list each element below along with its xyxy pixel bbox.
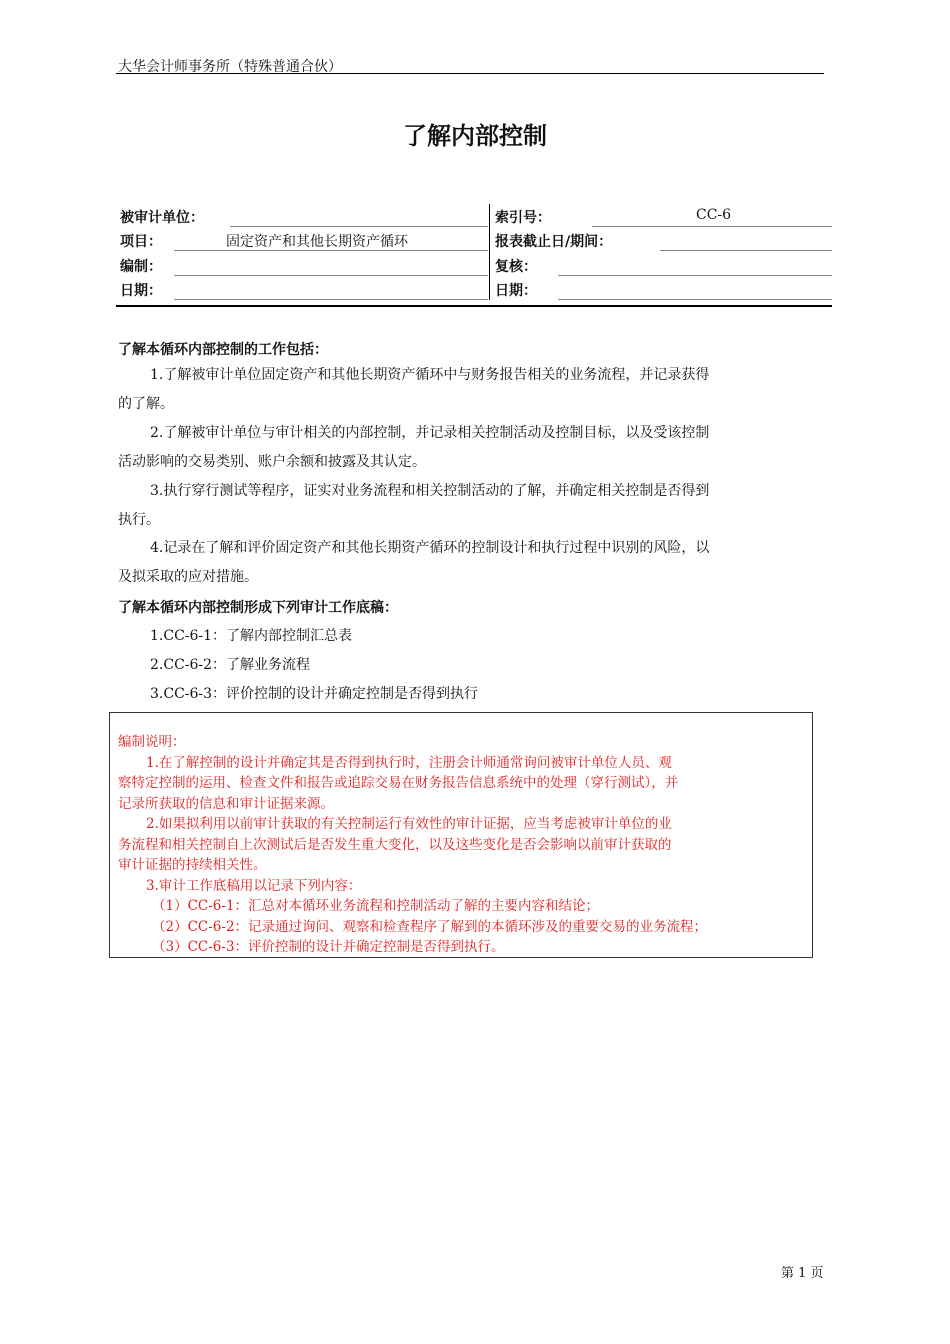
auditee-label: 被审计单位： xyxy=(120,210,204,226)
review-label: 复核： xyxy=(495,259,537,275)
index-value: CC-6 xyxy=(696,207,732,223)
note-2-line3: 审计证据的持续相关性。 xyxy=(118,857,267,873)
paragraph-1-line2: 的了解。 xyxy=(118,396,174,412)
workpaper-item: 3.CC-6-3：评价控制的设计并确定控制是否得到执行 xyxy=(150,686,479,702)
paragraph-1-line1: 1.了解被审计单位固定资产和其他长期资产循环中与财务报告相关的业务流程，并记录获得 xyxy=(150,367,710,383)
workpaper-item: 2.CC-6-2：了解业务流程 xyxy=(150,657,311,673)
project-value: 固定资产和其他长期资产循环 xyxy=(226,234,408,250)
info-column-divider xyxy=(489,204,490,300)
note-2-line2: 务流程和相关控制自上次测试后是否发生重大变化，以及这些变化是否会影响以前审计获取的 xyxy=(118,836,672,853)
date-underline-left xyxy=(174,299,488,300)
date-label-right: 日期： xyxy=(495,283,537,299)
note-2-line1: 2.如果拟利用以前审计获取的有关控制运行有效性的审计证据，应当考虑被审计单位的业 xyxy=(146,816,672,832)
paragraph-4-line1: 4.记录在了解和评价固定资产和其他长期资产循环的控制设计和执行过程中识别的风险，以 xyxy=(150,540,710,556)
note-3c: （3）CC-6-3：评价控制的设计并确定控制是否得到执行。 xyxy=(152,939,505,955)
note-1-line1: 1.在了解控制的设计并确定其是否得到执行时，注册会计师通常询问被审计单位人员、观 xyxy=(146,754,672,771)
note-1-line3: 记录所获取的信息和审计证据来源。 xyxy=(118,795,334,812)
paragraph-4-line2: 及拟采取的应对措施。 xyxy=(118,569,258,585)
index-label: 索引号： xyxy=(495,210,551,226)
prepared-label: 编制： xyxy=(120,259,162,275)
paragraph-3-line1: 3.执行穿行测试等程序，证实对业务流程和相关控制活动的了解，并确定相关控制是否得到 xyxy=(150,483,710,499)
date-underline-right xyxy=(558,299,832,300)
review-underline xyxy=(558,275,832,276)
project-label: 项目： xyxy=(120,234,162,250)
paragraph-3 xyxy=(118,477,826,535)
header-rule xyxy=(116,73,824,74)
auditee-underline xyxy=(230,226,488,227)
period-label: 报表截止日/期间： xyxy=(495,234,613,250)
info-bottom-rule xyxy=(116,305,832,307)
date-label-left: 日期： xyxy=(120,283,162,299)
project-underline xyxy=(174,250,488,251)
notes-title: 编制说明： xyxy=(118,734,186,750)
firm-name: 大华会计师事务所（特殊普通合伙） xyxy=(118,59,342,75)
section1-heading: 了解本循环内部控制的工作包括： xyxy=(118,342,328,358)
paragraph-4 xyxy=(118,534,826,592)
workpaper-item: 1.CC-6-1：了解内部控制汇总表 xyxy=(150,628,353,644)
paragraph-3-line2: 执行。 xyxy=(118,512,160,528)
paragraph-1 xyxy=(118,361,826,419)
period-underline xyxy=(660,250,832,251)
note-1-line2: 察特定控制的运用、检查文件和报告或追踪交易在财务报告信息系统中的处理（穿行测试），并 xyxy=(118,775,679,791)
note-3b: （2）CC-6-2：记录通过询问、观察和检查程序了解到的本循环涉及的重要交易的业务流程； xyxy=(152,918,708,935)
paragraph-2-line2: 活动影响的交易类别、账户余额和披露及其认定。 xyxy=(118,454,426,470)
note-3: 3.审计工作底稿用以记录下列内容： xyxy=(146,877,362,894)
note-3a: （1）CC-6-1：汇总对本循环业务流程和控制活动了解的主要内容和结论； xyxy=(152,898,600,914)
section2-heading: 了解本循环内部控制形成下列审计工作底稿： xyxy=(118,600,398,616)
page-title: 了解内部控制 xyxy=(403,122,547,150)
paragraph-2-line1: 2.了解被审计单位与审计相关的内部控制，并记录相关控制活动及控制目标，以及受该控制 xyxy=(150,425,710,441)
page-number: 第 1 页 xyxy=(781,1266,824,1281)
prepared-underline xyxy=(174,275,488,276)
paragraph-2 xyxy=(118,419,826,477)
index-underline xyxy=(592,226,832,227)
preparation-notes xyxy=(118,732,808,958)
